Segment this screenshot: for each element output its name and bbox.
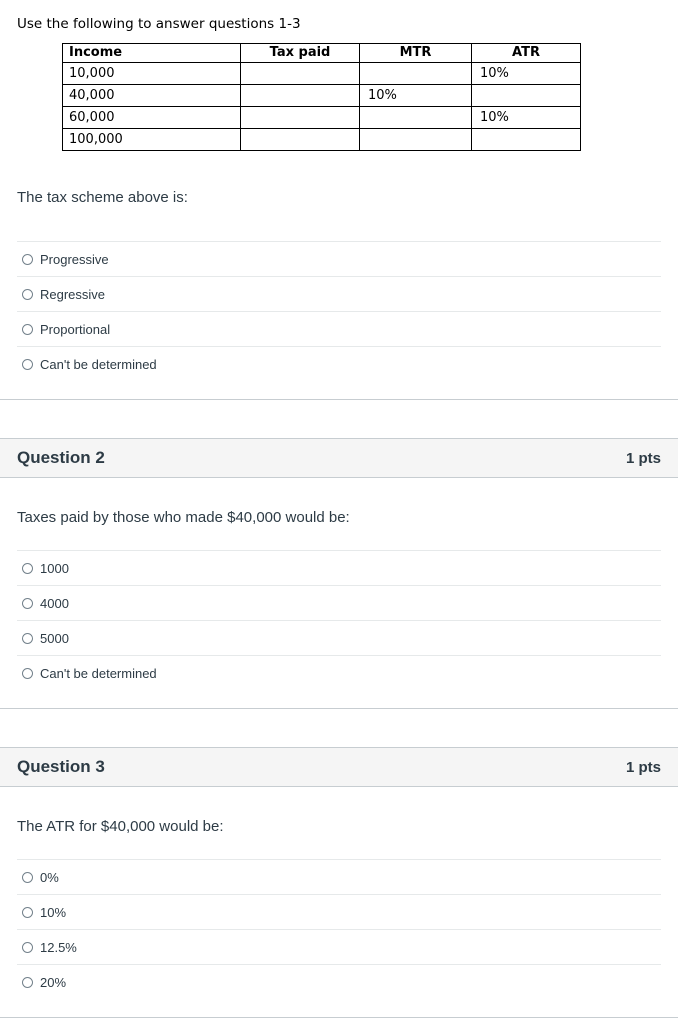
answer-label: 1000 [40, 560, 69, 576]
answer-label: Can't be determined [40, 665, 157, 681]
answer-option[interactable] [17, 585, 661, 620]
question-2-points: 1 pts [625, 449, 661, 467]
cell-tax-paid [241, 107, 360, 129]
radio-icon[interactable] [22, 942, 33, 953]
question-2-title: Question 2 [17, 448, 105, 467]
answer-label: 20% [40, 974, 67, 990]
header-mtr: MTR [360, 44, 472, 63]
table-row [63, 129, 581, 151]
question-3-answers [17, 859, 661, 999]
cell-atr: 10% [472, 107, 581, 129]
question-3-title: Question 3 [17, 757, 105, 776]
tax-table [62, 43, 581, 151]
question-divider [0, 399, 678, 400]
answer-label: Proportional [40, 321, 111, 337]
answer-option[interactable] [17, 276, 661, 311]
radio-icon[interactable] [22, 359, 33, 370]
cell-income: 10,000 [63, 63, 241, 85]
question-divider [0, 1017, 678, 1018]
radio-icon[interactable] [22, 872, 33, 883]
question-3-text: The ATR for $40,000 would be: [17, 818, 224, 835]
answer-label: 5000 [40, 630, 69, 646]
cell-atr [472, 85, 581, 107]
question-3-points: 1 pts [625, 758, 661, 776]
cell-income: 100,000 [63, 129, 241, 151]
cell-mtr: 10% [360, 85, 472, 107]
radio-icon[interactable] [22, 324, 33, 335]
answer-option[interactable] [17, 311, 661, 346]
table-header-row [63, 44, 581, 63]
cell-tax-paid [241, 85, 360, 107]
cell-mtr [360, 107, 472, 129]
cell-mtr [360, 63, 472, 85]
cell-income: 40,000 [63, 85, 241, 107]
answer-option[interactable] [17, 964, 661, 999]
answer-label: 0% [40, 869, 59, 885]
cell-tax-paid [241, 63, 360, 85]
answer-option[interactable] [17, 894, 661, 929]
header-income: Income [63, 44, 241, 63]
answer-option[interactable] [17, 620, 661, 655]
radio-icon[interactable] [22, 598, 33, 609]
question-1-text: The tax scheme above is: [17, 189, 188, 206]
answer-label: 10% [40, 904, 67, 920]
cell-mtr [360, 129, 472, 151]
radio-icon[interactable] [22, 254, 33, 265]
cell-atr [472, 129, 581, 151]
radio-icon[interactable] [22, 907, 33, 918]
radio-icon[interactable] [22, 563, 33, 574]
cell-tax-paid [241, 129, 360, 151]
answer-option[interactable] [17, 655, 661, 690]
radio-icon[interactable] [22, 289, 33, 300]
table-row [63, 63, 581, 85]
answer-option[interactable] [17, 859, 661, 894]
table-row [63, 107, 581, 129]
answer-option[interactable] [17, 241, 661, 276]
header-atr: ATR [472, 44, 581, 63]
answer-label: Regressive [40, 286, 106, 302]
radio-icon[interactable] [22, 633, 33, 644]
question-2-answers [17, 550, 661, 690]
answer-label: 12.5% [40, 939, 77, 955]
answer-option[interactable] [17, 550, 661, 585]
question-1-answers [17, 241, 661, 381]
intro-text: Use the following to answer questions 1-3 [17, 16, 301, 32]
radio-icon[interactable] [22, 668, 33, 679]
answer-option[interactable] [17, 929, 661, 964]
answer-label: 4000 [40, 595, 69, 611]
table-row [63, 85, 581, 107]
radio-icon[interactable] [22, 977, 33, 988]
answer-label: Can't be determined [40, 356, 157, 372]
cell-atr: 10% [472, 63, 581, 85]
question-2-header [0, 438, 678, 478]
answer-label: Progressive [40, 251, 109, 267]
header-tax-paid: Tax paid [241, 44, 360, 63]
question-3-header [0, 747, 678, 787]
question-divider [0, 708, 678, 709]
cell-income: 60,000 [63, 107, 241, 129]
question-2-text: Taxes paid by those who made $40,000 would be: [17, 509, 350, 526]
answer-option[interactable] [17, 346, 661, 381]
